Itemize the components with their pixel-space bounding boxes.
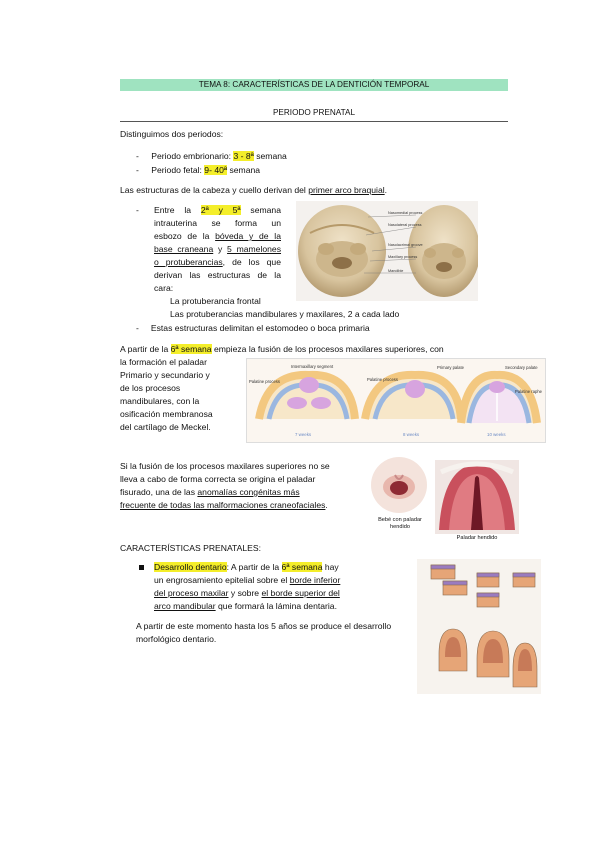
highlight: Desarrollo dentario — [154, 562, 227, 572]
stage-label: 10 weeks — [487, 432, 506, 437]
highlight: 6ª semana — [281, 562, 323, 572]
palate-label: Palatine process — [367, 377, 398, 382]
palate-development-figure — [246, 358, 546, 443]
text-line: intrauterina se forma un — [154, 218, 281, 228]
dental-development-item — [154, 561, 340, 613]
fusion-first-line: A partir de la 6ª semana empieza la fusión de los procesos maxilares superiores, con — [120, 344, 444, 354]
text-line: Entre la 2ª y 5ª semana — [154, 205, 281, 215]
text-line: cara: — [154, 283, 174, 293]
highlight: 2ª y 5ª — [200, 205, 241, 215]
text-line: morfológico dentario. — [136, 634, 217, 644]
cleft-palate-photo — [435, 460, 519, 534]
stage-label: 7 weeks — [295, 432, 312, 437]
period-label: Periodo fetal: — [151, 165, 205, 175]
development-paragraph — [136, 620, 391, 646]
text-line: Primario y secundario y — [120, 370, 210, 380]
face-label: Mandible — [388, 269, 404, 273]
stomodeum-item — [136, 322, 370, 335]
caption-line: Bebé con paladar — [378, 517, 422, 523]
highlight: 3 - 8ª — [233, 151, 254, 161]
arch-sentence — [120, 184, 387, 197]
baby-caption — [368, 517, 432, 531]
intro-text: Distinguimos dos periodos: — [120, 129, 224, 139]
text-line: fisurado, una de las anomalías congénitas más — [120, 487, 300, 497]
prenatal-heading: CARACTERÍSTICAS PRENATALES: — [120, 543, 262, 553]
face-label: Nasolateral process — [388, 223, 422, 227]
bullet: - — [136, 205, 139, 215]
face-label: Nasolacrimal groove — [388, 243, 423, 247]
square-bullet — [139, 565, 144, 570]
text-line: frecuente de todas las malformaciones craneofaciales. — [120, 500, 328, 510]
period-item — [136, 164, 260, 177]
palate-label: Palatine raphe — [515, 389, 543, 394]
bullet: - — [136, 151, 139, 161]
text: Las estructuras de la cabeza y cuello derivan del — [120, 185, 309, 195]
text-line: de los procesos — [120, 383, 181, 393]
text-line: del cartílago de Meckel. — [120, 422, 211, 432]
text-line: esbozo de la bóveda y de la — [154, 231, 281, 241]
text-line: arco mandibular que formará la lámina dentaria. — [154, 601, 337, 611]
fusion-paragraph — [120, 356, 242, 434]
text-line: Desarrollo dentario: A partir de la 6ª semana hay — [154, 562, 339, 572]
baby-cleft-photo — [369, 455, 429, 515]
text-line: del proceso maxilar y sobre el borde superior del — [154, 588, 340, 598]
text: . — [384, 185, 388, 195]
caption-line: hendido — [390, 524, 410, 530]
bullet: - — [136, 323, 139, 333]
page-title: TEMA 8: CARACTERÍSTICAS DE LA DENTICIÓN TEMPORAL — [120, 79, 508, 91]
palate-label: Secondary palate — [505, 365, 538, 370]
text-line: la formación el paladar — [120, 357, 207, 367]
underlined-term: primer arco braquial — [308, 185, 385, 195]
stage-label: 8 weeks — [403, 432, 420, 437]
text-line: Si la fusión de los procesos maxilares superiores no se — [120, 461, 330, 471]
sub-item: Las protuberancias mandibulares y maxilares, 2 a cada lado — [170, 309, 400, 319]
text-line: derivan las estructuras de la — [154, 270, 281, 280]
text-line: un engrosamiento epitelial sobre el borde inferior — [154, 575, 341, 585]
palate-caption: Paladar hendido — [456, 535, 498, 541]
period-suffix: semana — [253, 151, 287, 161]
palate-label: Primary palate — [437, 365, 464, 370]
sub-item: La protuberancia frontal — [170, 296, 261, 306]
divider — [120, 121, 508, 122]
highlight: 6ª semana — [170, 344, 212, 354]
text-line: o protuberancias, de los que — [154, 257, 281, 267]
period-label: Periodo embrionario: — [151, 151, 234, 161]
text-line: osificación membranosa — [120, 409, 213, 419]
text-line: lleva a cabo de forma correcta se origina el paladar — [120, 474, 316, 484]
section-heading: PERIODO PRENATAL — [272, 108, 356, 117]
embryo-face-figure — [296, 201, 478, 301]
period-suffix: semana — [227, 165, 261, 175]
tooth-development-figure — [417, 559, 541, 694]
cleft-paragraph — [120, 460, 330, 512]
weeks-paragraph — [154, 204, 281, 295]
face-label: Nasomedial process — [388, 211, 423, 215]
highlight: 9- 40ª — [204, 165, 228, 175]
period-item — [136, 150, 287, 163]
text-line: base craneana y 5 mamelones — [154, 244, 282, 254]
face-label: Maxillary process — [388, 255, 418, 259]
palate-label: Intermaxillary segment — [291, 364, 334, 369]
text: Estas estructuras delimitan el estomodeo o boca primaria — [150, 323, 370, 333]
text-line: mandibulares, con la — [120, 396, 200, 406]
bullet: - — [136, 165, 139, 175]
text-line: A partir de este momento hasta los 5 años se produce el desarrollo — [136, 621, 392, 631]
palate-label: Palatine process — [249, 379, 280, 384]
